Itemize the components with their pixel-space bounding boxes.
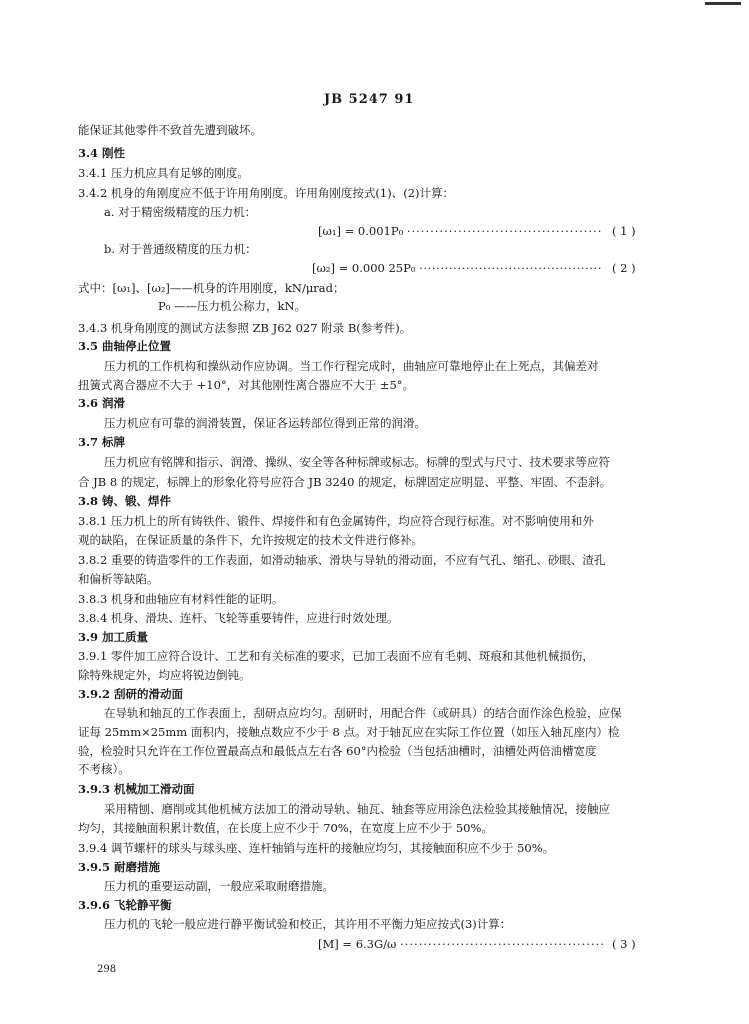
text-line: P₀ ——压力机公称力，kN。 bbox=[158, 299, 307, 313]
page-number: 298 bbox=[97, 964, 117, 975]
text-line: 压力机应有可靠的润滑装置，保证各运转部位得到正常的润滑。 bbox=[104, 416, 426, 430]
text-line: 3.9.4 调节螺杆的球头与球头座、连杆轴销与连杆的接触应均匀，其接触面积应不少于 50%。 bbox=[78, 841, 555, 855]
text-line: 验，检验时只允许在工作位置最高点和最低点左右各 60°内检验（当包括油槽时，油槽处两倍油槽宽度 bbox=[78, 744, 597, 758]
equation-number: ( 3 ) bbox=[612, 937, 636, 951]
section-heading: 3.5 曲轴停止位置 bbox=[78, 339, 172, 353]
section-heading: 3.9 加工质量 bbox=[78, 630, 149, 644]
equation-formula: [ω₁] = 0.001P₀ bbox=[318, 224, 404, 238]
leader-dots: ············································ bbox=[400, 937, 605, 951]
text-line: 扭簧式离合器应不大于 +10°，对其他刚性离合器应不大于 ±5°。 bbox=[78, 378, 415, 392]
section-heading: 3.9.5 耐磨措施 bbox=[78, 860, 161, 874]
text-line: 压力机的工作机构和操纵动作应协调。当工作行程完成时，曲轴应可靠地停止在上死点，其偏差对 bbox=[104, 359, 599, 373]
text-line: 压力机的飞轮一般应进行静平衡试验和校正，其许用不平衡力矩应按式(3)计算： bbox=[104, 917, 512, 931]
leader-dots: ··········································· bbox=[419, 261, 603, 275]
text-line: 在导轨和轴瓦的工作表面上，刮研点应均匀。刮研时，用配合件（或研具）的结合面作涂色检验，应保 bbox=[104, 706, 622, 720]
section-heading: 3.9.6 飞轮静平衡 bbox=[78, 898, 172, 912]
text-line: 3.8.3 机身和曲轴应有材料性能的证明。 bbox=[78, 592, 284, 606]
section-heading: 3.9.2 刮研的滑动面 bbox=[78, 687, 184, 701]
equation-number: ( 2 ) bbox=[612, 261, 636, 275]
text-line: 采用精刨、磨削或其他机械方法加工的滑动导轨、轴瓦、轴套等应用涂色法检验其接触情况，接触应 bbox=[104, 802, 610, 816]
text-line: 3.4.3 机身角刚度的测试方法参照 ZB J62 027 附录 B(参考件)。 bbox=[78, 321, 412, 335]
text-line: 压力机应有铭牌和指示、润滑、操纵、安全等各种标牌或标志。标牌的型式与尺寸、技术要求等应符 bbox=[104, 455, 610, 469]
text-line: 3.4.1 压力机应具有足够的刚度。 bbox=[78, 166, 249, 180]
equation-1 bbox=[318, 224, 602, 238]
text-line: 式中：[ω₁]、[ω₂]——机身的许用刚度，kN/μrad； bbox=[78, 281, 345, 295]
section-heading: 3.4 刚性 bbox=[78, 146, 126, 160]
equation-2 bbox=[312, 261, 602, 275]
text-line: 3.9.1 零件加工应符合设计、工艺和有关标准的要求，已加工表面不应有毛刺、斑痕和其他机械损伤， bbox=[78, 649, 594, 663]
text-line: 观的缺陷，在保证质量的条件下，允许按规定的技术文件进行修补。 bbox=[78, 533, 423, 547]
text-line: 合 JB 8 的规定，标牌上的形象化符号应符合 JB 3240 的规定，标牌固定应明显、平整、牢固、不歪斜。 bbox=[78, 475, 612, 489]
section-heading: 3.7 标牌 bbox=[78, 435, 126, 449]
text-line: 除特殊规定外，均应将锐边倒钝。 bbox=[78, 668, 251, 682]
text-line: 3.4.2 机身的角刚度应不低于许用角刚度。许用角刚度按式(1)、(2)计算： bbox=[78, 186, 454, 200]
text-line: 3.8.2 重要的铸造零件的工作表面，如滑动轴承、滑块与导轨的滑动面，不应有气孔、缩孔、砂眼、渣孔 bbox=[78, 553, 606, 567]
standard-code-header: JB 5247 91 bbox=[324, 92, 415, 107]
equation-number: ( 1 ) bbox=[612, 224, 636, 238]
text-line: 3.8.4 机身、滑块、连杆、飞轮等重要铸件，应进行时效处理。 bbox=[78, 611, 399, 625]
text-line: b. 对于普通级精度的压力机： bbox=[104, 242, 257, 256]
section-heading: 3.8 铸、锻、焊件 bbox=[78, 494, 172, 508]
text-line: 不考核）。 bbox=[78, 762, 130, 776]
text-line: 压力机的重要运动副，一般应采取耐磨措施。 bbox=[104, 879, 334, 893]
text-line: a. 对于精密级精度的压力机： bbox=[104, 205, 257, 219]
text-line: 证每 25mm×25mm 面积内，接触点数应不少于 8 点。对于轴瓦应在实际工作位置（如压入轴瓦座内）检 bbox=[78, 725, 620, 739]
equation-formula: [ω₂] = 0.000 25P₀ bbox=[312, 261, 416, 275]
text-line: 3.8.1 压力机上的所有铸铁件、锻件、焊接件和有色金属铸件，均应符合现行标准。对不影响使用和外 bbox=[78, 514, 594, 528]
section-heading: 3.6 润滑 bbox=[78, 396, 126, 410]
text-line: 均匀，其接触面积累计数值，在长度上应不少于 70%，在宽度上应不少于 50%。 bbox=[78, 821, 493, 835]
corner-mark bbox=[705, 2, 741, 5]
equation-formula: [M] = 6.3G/ω bbox=[318, 937, 397, 951]
text-line: 能保证其他零件不致首先遭到破坏。 bbox=[78, 123, 262, 137]
section-heading: 3.9.3 机械加工滑动面 bbox=[78, 782, 195, 796]
text-line: 和偏析等缺陷。 bbox=[78, 572, 159, 586]
leader-dots: ·········································· bbox=[406, 224, 603, 238]
equation-3 bbox=[318, 937, 605, 951]
